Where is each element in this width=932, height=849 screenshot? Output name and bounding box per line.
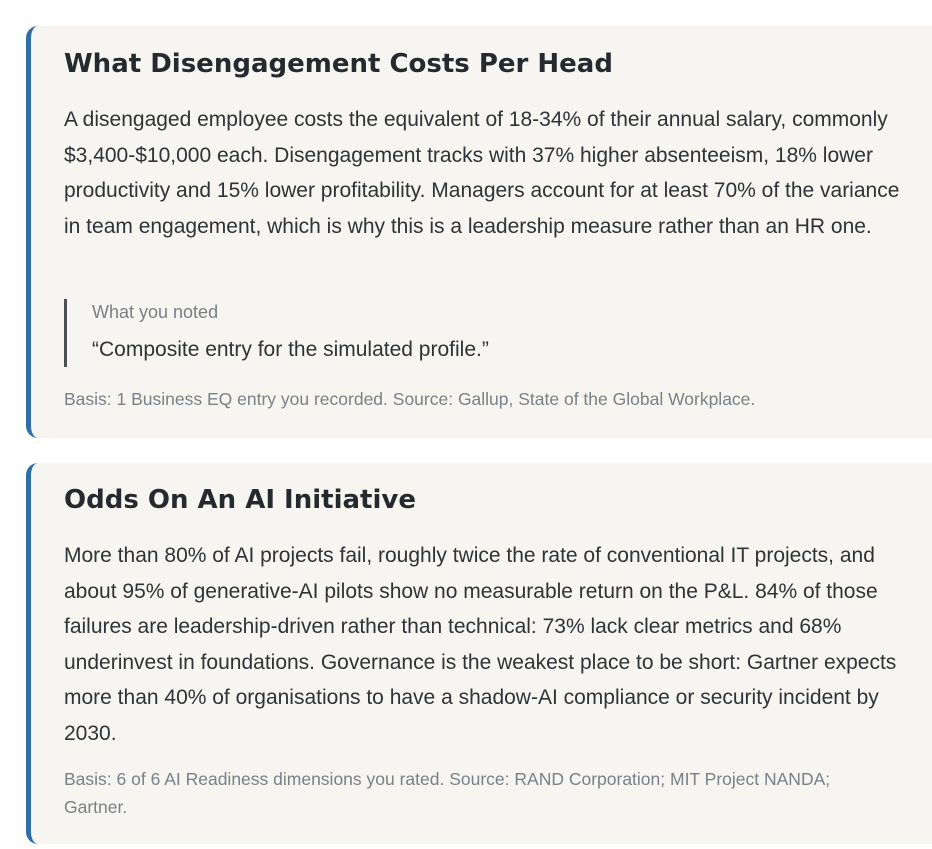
quote-text: “Composite entry for the simulated profile.” xyxy=(92,338,489,361)
quote-label: What you noted xyxy=(92,302,219,322)
card-title: What Disengagement Costs Per Head xyxy=(64,49,613,79)
basis-source-note: Basis: 1 Business EQ entry you recorded. Source: Gallup, State of the Global Workplace. xyxy=(64,389,756,409)
card-body-text: A disengaged employee costs the equivalent of 18-34% of their annual salary, commonly $3,400-$10,000 each. Disengagement tracks with 37% higher absenteeism, 18% lower productivity and 15% lower profitability. Managers account for at least 70% of the variance in team engagement, which is why this is a leadership measure rather than an HR one. xyxy=(64,108,900,238)
disengagement-cost-card xyxy=(26,26,932,438)
user-note-quote xyxy=(64,299,664,367)
basis-source-note: Basis: 6 of 6 AI Readiness dimensions you rated. Source: RAND Corporation; MIT Project NANDA; Gartner. xyxy=(64,769,831,817)
ai-initiative-odds-card xyxy=(26,463,932,844)
card-title: Odds On An AI Initiative xyxy=(64,485,416,515)
card-body-text: More than 80% of AI projects fail, roughly twice the rate of conventional IT projects, and about 95% of generative-AI pilots show no measurable return on the P&L. 84% of those failures are leadership-driven rather than technical: 73% lack clear metrics and 68% underinvest in foundations. Governance is the weakest place to be short: Gartner expects more than 40% of organisations to have a shadow-AI compliance or security incident by 2030. xyxy=(64,544,897,745)
